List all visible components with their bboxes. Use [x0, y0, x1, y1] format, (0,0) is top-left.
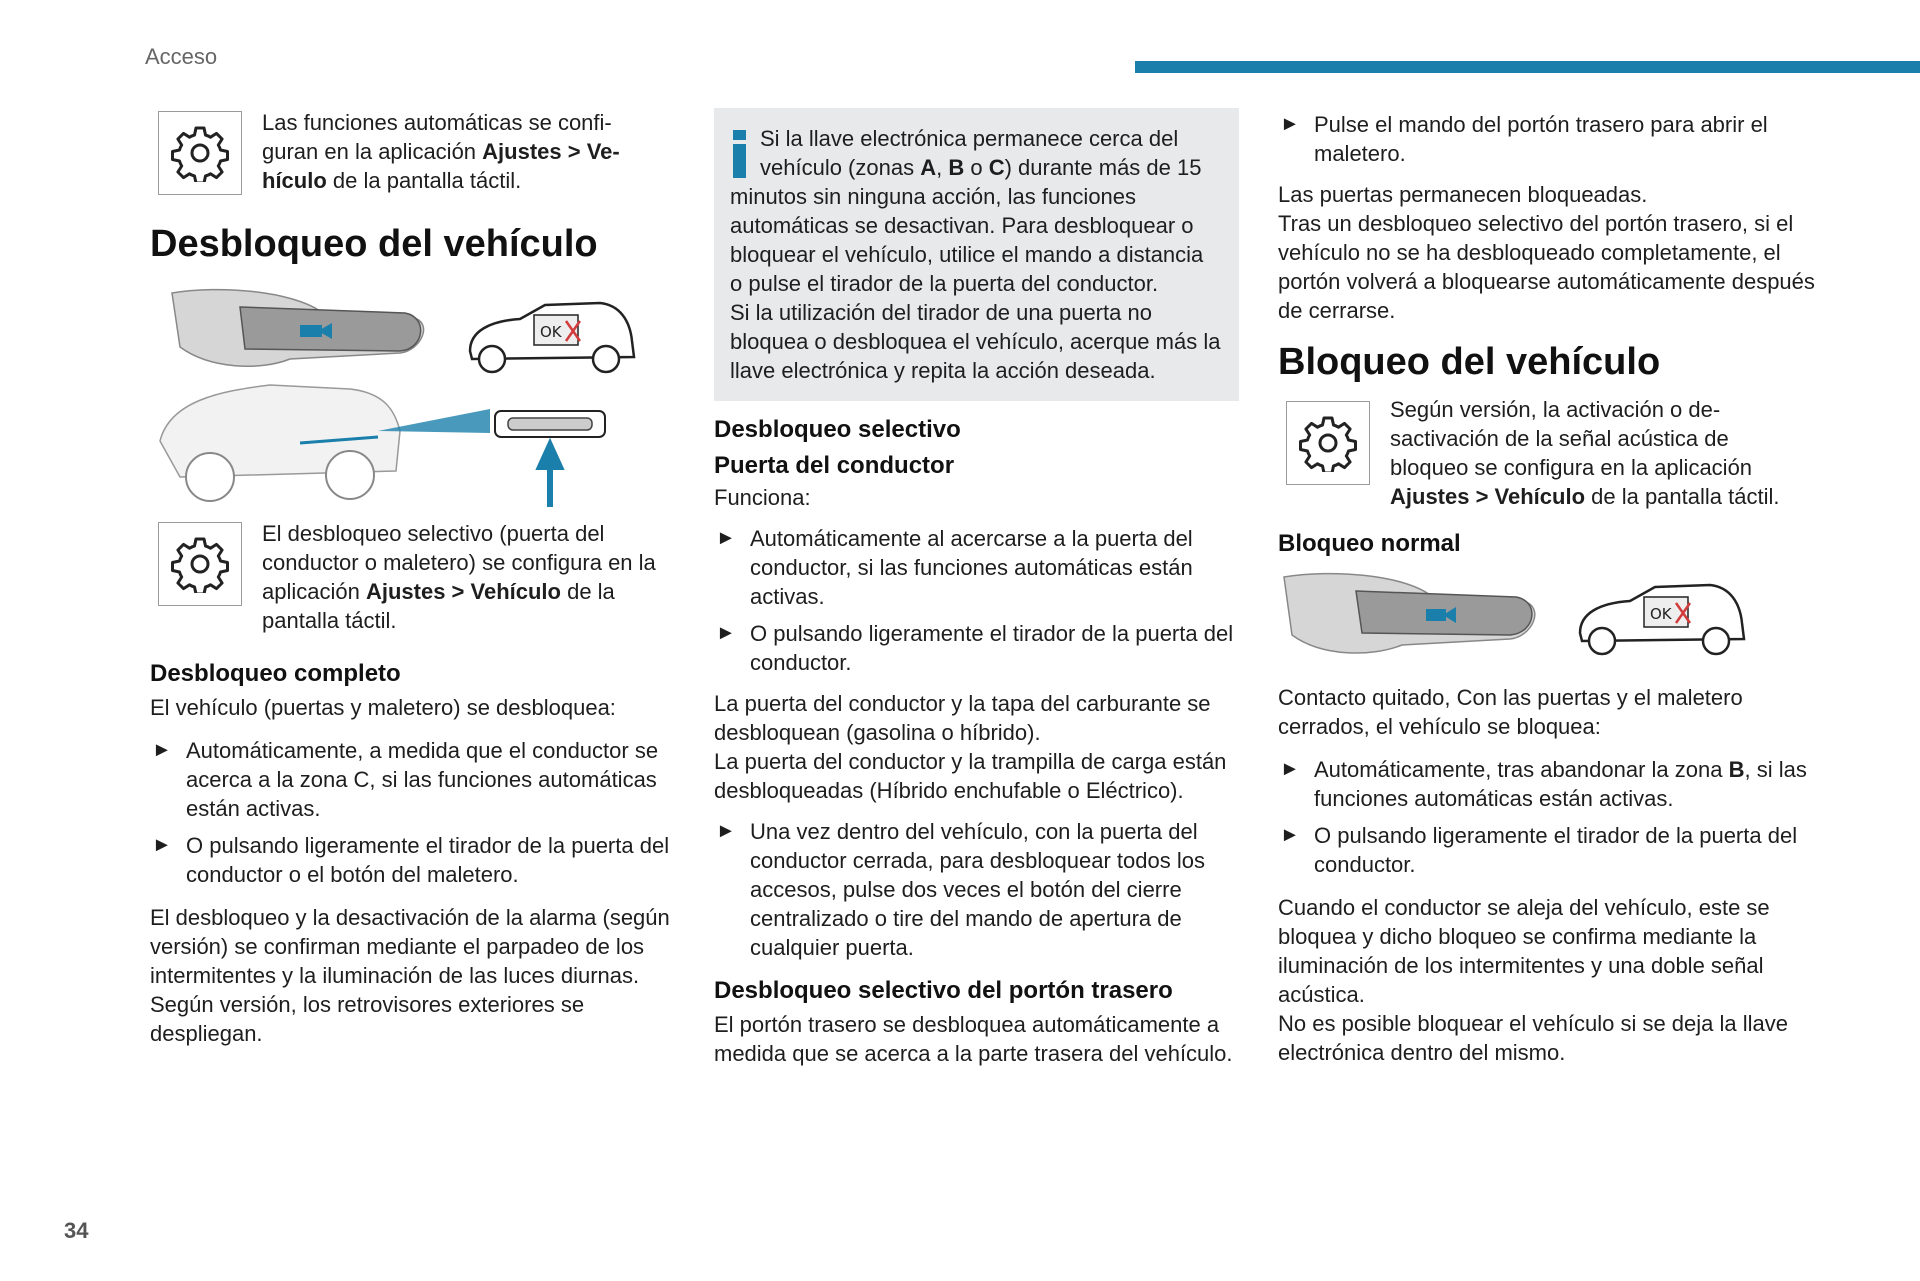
driver-door-list [714, 524, 1239, 677]
settings-note-2: El desbloqueo selectivo (puerta del conductor o maletero) se configura en la aplicación Ajustes > Vehículo de la pantalla táctil. [158, 519, 680, 635]
full-unlock-heading: Desbloqueo completo [150, 660, 401, 687]
car-handle-illustration [150, 281, 670, 517]
paragraph: Contacto quitado, Con las puertas y el maletero cerrados, el vehículo se bloquea: [1278, 685, 1743, 739]
page-title-unlock: Desbloqueo del vehículo [150, 223, 598, 265]
column-middle [714, 108, 1239, 1068]
full-unlock-intro: El vehículo (puertas y maletero) se desbloquea: [150, 695, 616, 720]
arrow-icon: ► [716, 527, 736, 549]
unlock-illustration [150, 281, 680, 517]
arrow-icon: ► [1280, 113, 1300, 135]
paragraph: Según versión, los retrovisores exteriores se despliegan. [150, 992, 585, 1046]
paragraph: No es posible bloquear el vehículo si se deja la llave electrónica dentro del mismo. [1278, 1011, 1788, 1065]
arrow-icon: ► [152, 739, 172, 761]
arrow-icon: ► [1280, 758, 1300, 780]
gear-icon [158, 522, 242, 606]
full-unlock-list [150, 736, 680, 889]
list-item: ► O pulsando ligeramente el tirador de la puerta del conductor. [716, 621, 1234, 675]
list-item: ► Automáticamente, tras abandonar la zona B, si las funciones automáticas están activas. [1280, 757, 1807, 811]
list-item: ► Una vez dentro del vehículo, con la puerta del conductor cerrada, para desbloquear todos los accesos, pulse dos veces el botón del cierre centralizado o tire del mando de apertura de cualquier puerta. [716, 819, 1205, 960]
tailgate-heading: Desbloqueo selectivo del portón trasero [714, 977, 1173, 1004]
info-icon [730, 130, 748, 178]
settings-note-3: Según versión, la activación o de-sactivación de la señal acústica de bloqueo se configura en la aplicación Ajustes > Vehículo de la pantalla táctil. [1286, 395, 1818, 511]
info-box: Si la llave electrónica permanece cerca del vehículo (zonas A, B o C) durante más de 15 minutos sin ninguna acción, las funciones automáticas se desactivan. Para desbloquear o bloquear el vehículo, utilice el mando a distancia o pulse el tirador de la puerta del conductor. Si la utilización del tirador de una puerta no bloquea o desbloquea el vehículo, acerque más la llave electrónica y repita la acción deseada. [714, 108, 1239, 401]
inside-list [714, 817, 1239, 962]
paragraph: La puerta del conductor y la tapa del carburante se desbloquean (gasolina o híbrido). [714, 691, 1211, 745]
paragraph: Tras un desbloqueo selectivo del portón trasero, si el vehículo no se ha desbloqueado completamente, el portón volverá a bloquearse automáticamente después de cerrarse. [1278, 211, 1815, 323]
paragraph: Cuando el conductor se aleja del vehículo, este se bloquea y dicho bloqueo se confirma mediante la iluminación de los intermitentes y una doble señal acústica. [1278, 895, 1770, 1007]
gear-icon [158, 111, 242, 195]
list-item: ► Automáticamente al acercarse a la puerta del conductor, si las funciones automáticas están activas. [716, 526, 1193, 609]
driver-door-heading: Puerta del conductor [714, 452, 955, 479]
column-right [1278, 110, 1818, 1067]
arrow-icon: ► [152, 834, 172, 856]
header-accent-bar [1135, 61, 1920, 73]
gear-icon [1286, 401, 1370, 485]
arrow-icon: ► [716, 622, 736, 644]
paragraph: La puerta del conductor y la trampilla de carga están desbloqueadas (Híbrido enchufable o Eléctrico). [714, 749, 1227, 803]
arrow-icon: ► [716, 820, 736, 842]
paragraph: El desbloqueo y la desactivación de la alarma (según versión) se confirman mediante el parpadeo de los intermitentes y la iluminación de las luces diurnas. [150, 905, 670, 988]
list-item: ► Automáticamente, a medida que el conductor se acerca a la zona C, si las funciones automáticas están activas. [152, 738, 659, 821]
normal-lock-list [1278, 755, 1818, 879]
svg-text:OK: OK [540, 323, 562, 341]
settings-note-1: Las funciones automáticas se confi- guran en la aplicación Ajustes > Ve- hículo de la pantalla táctil. [158, 108, 680, 195]
selective-unlock-heading: Desbloqueo selectivo [714, 416, 961, 443]
column-left [150, 108, 680, 1048]
tailgate-list [1278, 110, 1818, 168]
list-item: ► O pulsando ligeramente el tirador de la puerta del conductor o el botón del maletero. [152, 833, 670, 887]
page-number: 34 [64, 1218, 89, 1243]
list-item: ► O pulsando ligeramente el tirador de la puerta del conductor. [1280, 823, 1798, 877]
page-title-lock: Bloqueo del vehículo [1278, 341, 1661, 383]
settings-text: Las funciones automáticas se confi- [262, 110, 612, 135]
section-label: Acceso [145, 44, 218, 69]
works-label: Funciona: [714, 485, 811, 510]
normal-lock-heading: Bloqueo normal [1278, 530, 1461, 557]
arrow-icon: ► [1280, 824, 1300, 846]
lock-illustration [1278, 567, 1818, 677]
svg-text:OK: OK [1650, 605, 1672, 623]
paragraph: Las puertas permanecen bloqueadas. [1278, 182, 1648, 207]
paragraph: El portón trasero se desbloquea automáticamente a medida que se acerca a la parte trasera del vehículo. [714, 1012, 1233, 1066]
list-item: ► Pulse el mando del portón trasero para abrir el maletero. [1280, 112, 1768, 166]
